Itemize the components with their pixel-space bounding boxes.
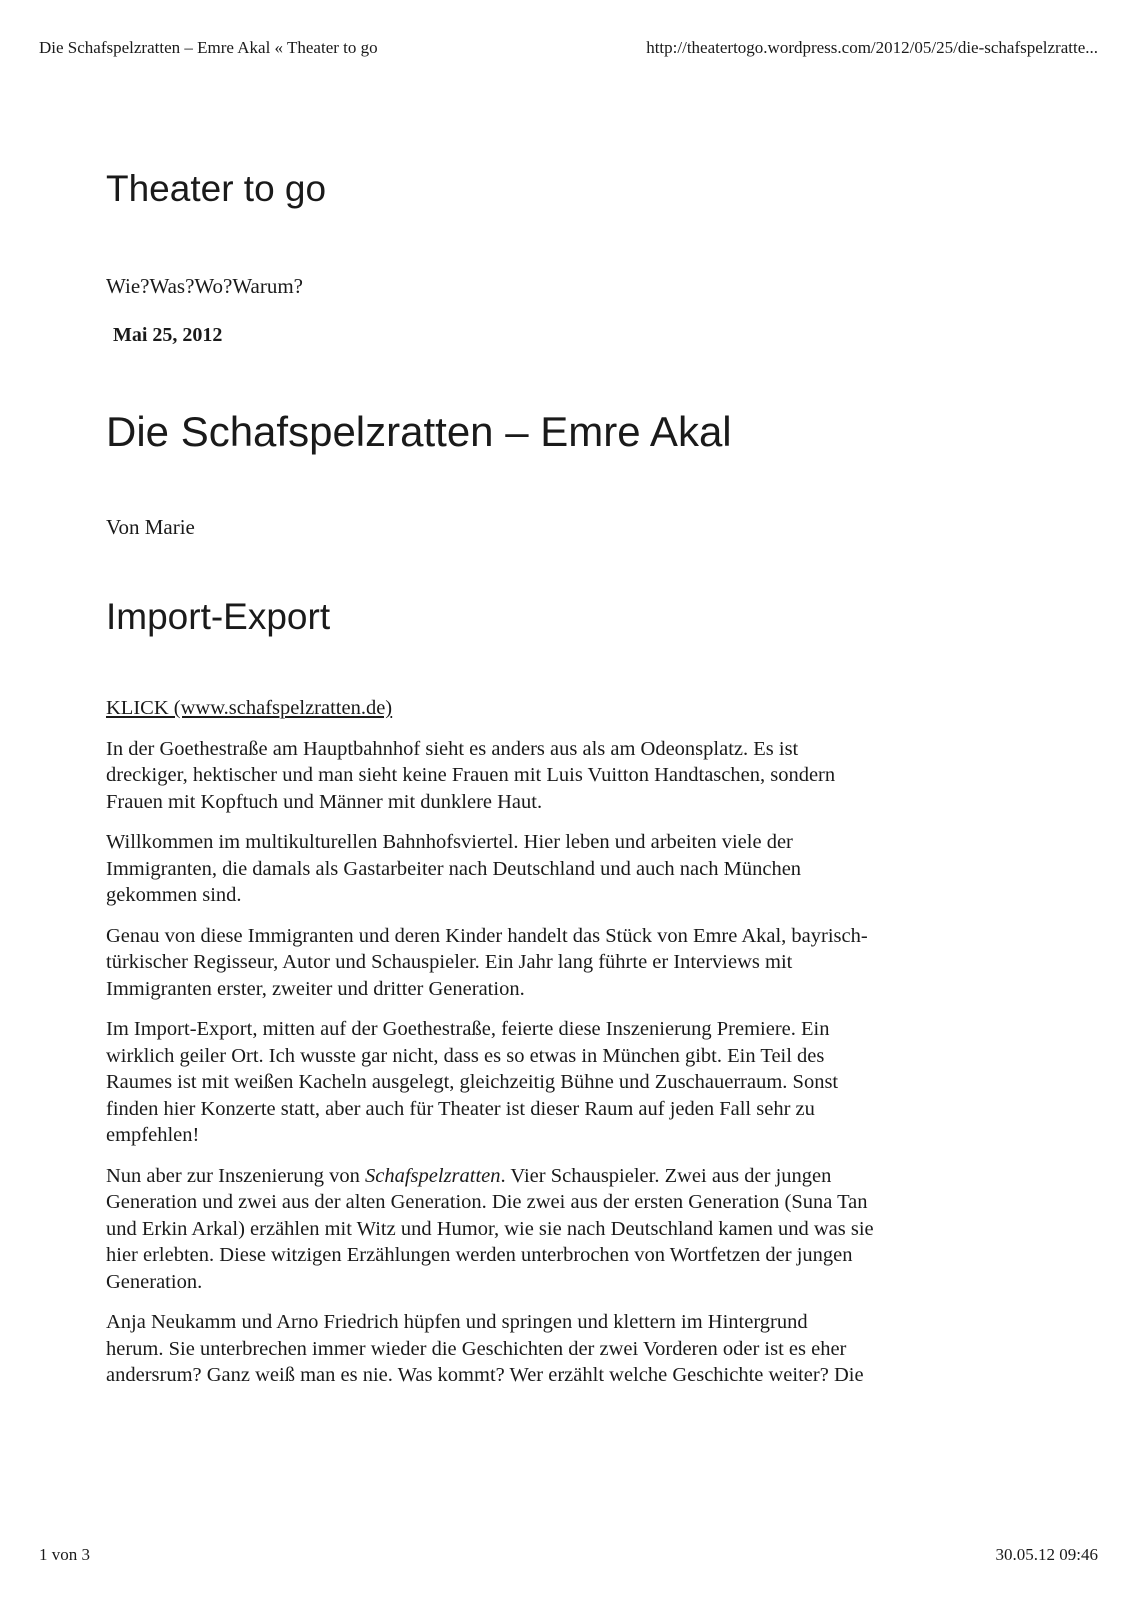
article-paragraph-3 — [106, 923, 1041, 1003]
page-title-header: Die Schafspelzratten – Emre Akal « Theater to go — [39, 38, 378, 57]
text-line: hier erlebten. Diese witzigen Erzählungen werden unterbrochen von Wortfetzen der jungen — [106, 1244, 853, 1266]
text-line: Immigranten, die damals als Gastarbeiter nach Deutschland und auch nach München — [106, 857, 802, 880]
print-datetime: 30.05.12 09:46 — [995, 1545, 1098, 1564]
article-body — [106, 695, 1041, 1403]
text-line: Anja Neukamm und Arno Friedrich hüpfen und springen und klettern im Hintergrund — [106, 1311, 808, 1333]
link-paragraph — [106, 695, 1041, 722]
post-title[interactable]: Die Schafspelzratten – Emre Akal — [106, 408, 732, 455]
text-line: In der Goethestraße am Hauptbahnhof sieht es anders aus als am Odeonsplatz. Es ist — [106, 737, 799, 760]
text-line: Raumes ist mit weißen Kacheln ausgelegt, gleichzeitig Bühne und Zuschauerraum. Sonst — [106, 1071, 839, 1093]
text-line: und Erkin Arkal) erzählen mit Witz und Humor, wie sie nach Deutschland kamen und was sie — [106, 1217, 874, 1240]
text-line — [106, 1163, 1041, 1190]
text-line: Generation. — [106, 1270, 203, 1293]
text-line: Frauen mit Kopftuch und Männer mit dunklere Haut. — [106, 790, 543, 813]
text-line: Genau von diese Immigranten und deren Kinder handelt das Stück von Emre Akal, bayrisch- — [106, 924, 868, 947]
blog-title[interactable]: Theater to go — [106, 168, 327, 209]
post-author: Von Marie — [106, 515, 195, 539]
text-line: Im Import-Export, mitten auf der Goethestraße, feierte diese Inszenierung Premiere. Ein — [106, 1018, 830, 1040]
text-line: wirklich geiler Ort. Ich wusste gar nicht, dass es so etwas in München gibt. Ein Teil des — [106, 1044, 825, 1067]
text-fragment: Nun aber zur Inszenierung von — [106, 1164, 366, 1187]
text-fragment: . Vier Schauspieler. Zwei aus der jungen — [500, 1164, 832, 1187]
text-line: finden hier Konzerte statt, aber auch für Theater ist dieser Raum auf jeden Fall sehr zu — [106, 1097, 815, 1120]
page-number: 1 von 3 — [39, 1545, 90, 1564]
text-line: herum. Sie unterbrechen immer wieder die Geschichten der zwei Vorderen oder ist es eher — [106, 1337, 847, 1360]
text-line: türkischer Regisseur, Autor und Schauspieler. Ein Jahr lang führte er Interviews mit — [106, 951, 793, 973]
article-paragraph-4 — [106, 1016, 1041, 1149]
print-footer — [39, 1545, 1098, 1565]
article-paragraph-5 — [106, 1163, 1041, 1296]
text-line: gekommen sind. — [106, 884, 242, 906]
print-header — [39, 38, 1098, 58]
text-line: Immigranten erster, zweiter und dritter Generation. — [106, 977, 525, 1000]
text-line: empfehlen! — [106, 1124, 200, 1146]
play-title-italic: Schafspelzratten — [365, 1164, 501, 1187]
article-paragraph-1 — [106, 736, 1041, 816]
section-heading: Import-Export — [106, 596, 331, 637]
page-url-header: http://theatertogo.wordpress.com/2012/05/25/die-schafspelzratte... — [646, 38, 1098, 57]
post-date: Mai 25, 2012 — [113, 324, 223, 346]
text-line: andersrum? Ganz weiß man es nie. Was kommt? Wer erzählt welche Geschichte weiter? Die — [106, 1364, 864, 1386]
external-site-link[interactable]: KLICK (www.schafspelzratten.de) — [106, 697, 393, 719]
text-line: Willkommen im multikulturellen Bahnhofsviertel. Hier leben und arbeiten viele der — [106, 831, 793, 853]
text-line: dreckiger, hektischer und man sieht keine Frauen mit Luis Vuitton Handtaschen, sondern — [106, 764, 836, 786]
blog-tagline: Wie?Was?Wo?Warum? — [106, 274, 303, 298]
article-paragraph-6 — [106, 1309, 1041, 1389]
text-line: Generation und zwei aus der alten Generation. Die zwei aus der ersten Generation (Suna Tan — [106, 1191, 868, 1213]
article-paragraph-2 — [106, 829, 1041, 909]
